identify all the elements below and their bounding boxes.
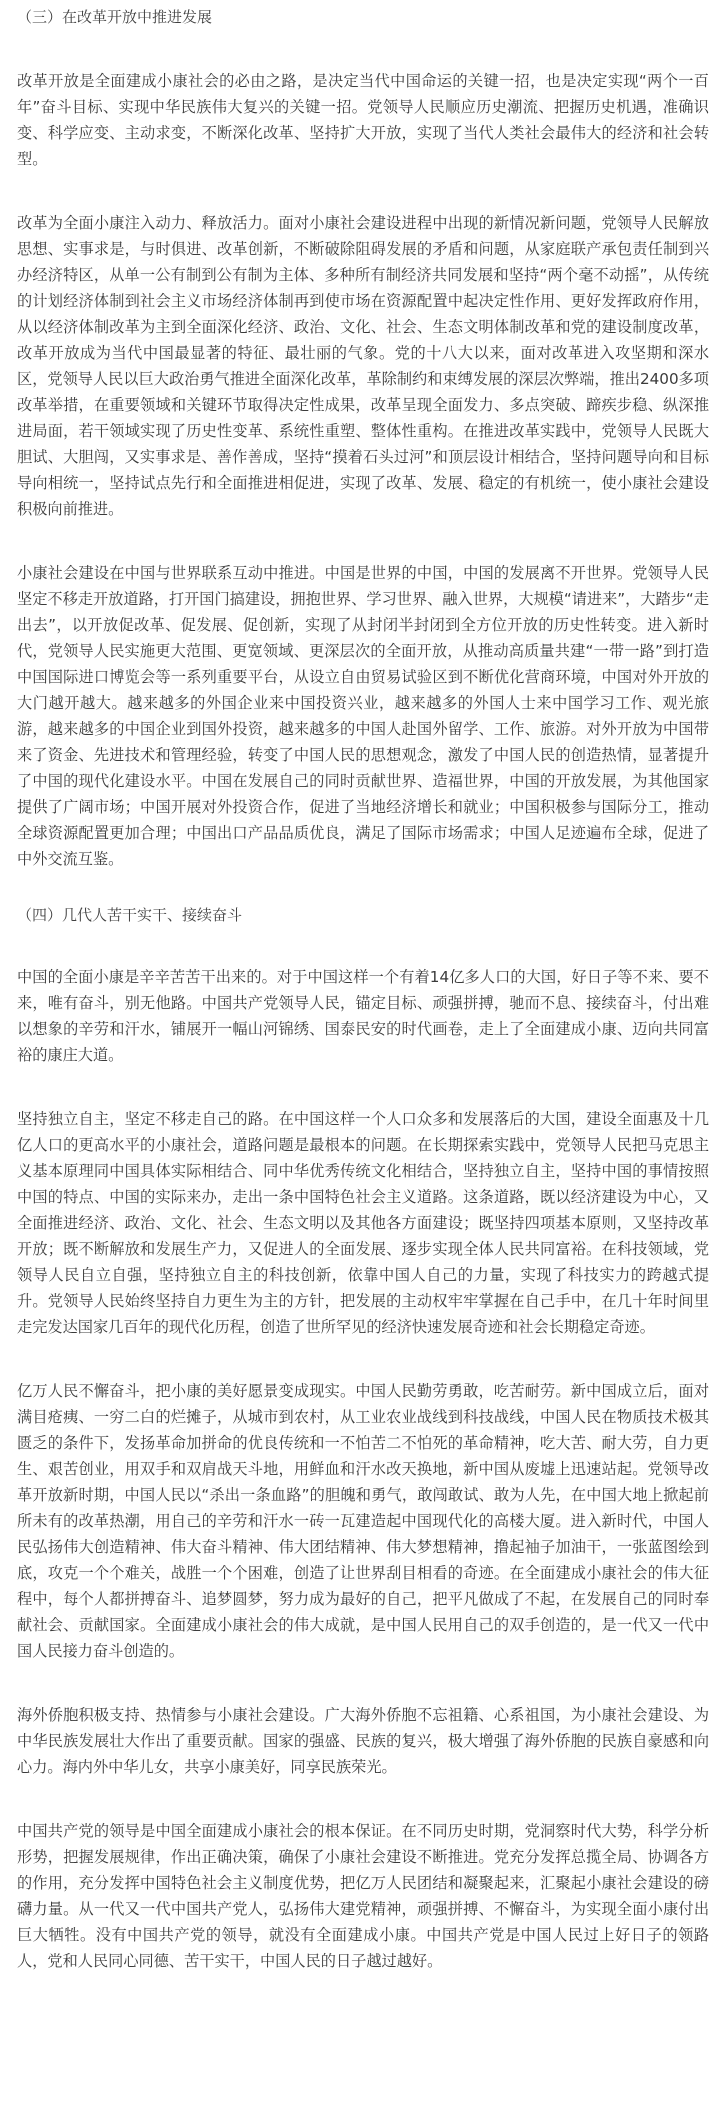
- paragraph-overseas-chinese: 海外侨胞积极支持、热情参与小康社会建设。广大海外侨胞不忘祖籍、心系祖国，为小康社会建设、为中华民族发展壮大作出了重要贡献。国家的强盛、民族的复兴，极大增强了海外侨胞的民族自豪感和向心力。海内外中华儿女，共享小康美好，同享民族荣光。: [17, 1706, 709, 1776]
- paragraph-reform-vitality: 改革为全面小康注入动力、释放活力。面对小康社会建设进程中出现的新情况新问题，党领导人民解放思想、实事求是，与时俱进、改革创新，不断破除阻碍发展的矛盾和问题，从家庭联产承包责任制到兴办经济特区，从单一公有制到公有制为主体、多种所有制经济共同发展和坚持“两个毫不动摇”，从传统的计划经济体制到社会主义市场经济体制再到使市场在资源配置中起决定性作用、更好发挥政府作用，从以经济体制改革为主到全面深化经济、政治、文化、社会、生态文明体制改革和党的建设制度改革，改革开放成为当代中国最显著的特征、最壮丽的气象。党的十八大以来，面对改革进入攻坚期和深水区，党领导人民以巨大政治勇气推进全面深化改革，革除制约和束缚发展的深层次弊端，推出2400多项改革举措，在重要领域和关键环节取得决定性成果，改革呈现全面发力、多点突破、蹄疾步稳、纵深推进局面，若干领域实现了历史性变革、系统性重塑、整体性重构。在推进改革实践中，党领导人民既大胆试、大胆闯，又实事求是、善作善成，坚持“摸着石头过河”和顶层设计相结合，坚持问题导向和目标导向相统一，坚持试点先行和全面推进相促进，实现了改革、发展、稳定的有机统一，使小康社会建设积极向前推进。: [17, 214, 709, 518]
- paragraph-party-leadership: 中国共产党的领导是中国全面建成小康社会的根本保证。在不同历史时期，党洞察时代大势，科学分析形势，把握发展规律，作出正确决策，确保了小康社会建设不断推进。党充分发挥总揽全局、协调各方的作用，充分发挥中国特色社会主义制度优势，把亿万人民团结和凝聚起来，汇聚起小康社会建设的磅礴力量。从一代又一代中国共产党人，弘扬伟大建党精神，顽强拼搏、不懈奋斗，为实现全面小康付出巨大牺牲。没有中国共产党的领导，就没有全面建成小康。中国共产党是中国人民过上好日子的领路人，党和人民同心同德、苦干实干，中国人民的日子越过越好。: [17, 1822, 709, 1970]
- section-heading-reform: （三）在改革开放中推进发展: [17, 8, 213, 26]
- paragraph-people-struggle: 亿万人民不懈奋斗，把小康的美好愿景变成现实。中国人民勤劳勇敢，吃苦耐劳。新中国成立后，面对满目疮痍、一穷二白的烂摊子，从城市到农村，从工业农业战线到科技战线，中国人民在物质技术极其匮乏的条件下，发扬革命加拼命的优良传统和一不怕苦二不怕死的革命精神，吃大苦、耐大劳，自力更生、艰苦创业，用双手和双肩战天斗地，用鲜血和汗水改天换地，新中国从废墟上迅速站起。党领导改革开放新时期，中国人民以“杀出一条血路”的胆魄和勇气，敢闯敢试、敢为人先，在中国大地上掀起前所未有的改革热潮，用自己的辛劳和汗水一砖一瓦建造起中国现代化的高楼大厦。进入新时代，中国人民弘扬伟大创造精神、伟大奋斗精神、伟大团结精神、伟大梦想精神，撸起袖子加油干，一张蓝图绘到底，攻克一个个难关，战胜一个个困难，创造了让世界刮目相看的奇迹。在全面建成小康社会的伟大征程中，每个人都拼搏奋斗、追梦圆梦，努力成为最好的自己，把平凡做成了不起，在发展自己的同时奉献社会、贡献国家。全面建成小康社会的伟大成就，是中国人民用自己的双手创造的，是一代又一代中国人民接力奋斗创造的。: [17, 1382, 709, 1660]
- paragraph-independence: 坚持独立自主，坚定不移走自己的路。在中国这样一个人口众多和发展落后的大国，建设全面惠及十几亿人口的更高水平的小康社会，道路问题是最根本的问题。在长期探索实践中，党领导人民把马克思主义基本原理同中国具体实际相结合、同中华优秀传统文化相结合，坚持独立自主，坚持中国的事情按照中国的特点、中国的实际来办，走出一条中国特色社会主义道路。这条道路，既以经济建设为中心，又全面推进经济、政治、文化、社会、生态文明以及其他各方面建设；既坚持四项基本原则，又坚持改革开放；既不断解放和发展生产力，又促进人的全面发展、逐步实现全体人民共同富裕。在科技领域，党领导人民自立自强，坚持独立自主的科技创新，依靠中国人自己的力量，实现了科技实力的跨越式提升。党领导人民始终坚持自力更生为主的方针，把发展的主动权牢牢掌握在自己手中，在几十年时间里走完发达国家几百年的现代化历程，创造了世所罕见的经济快速发展奇迹和社会长期稳定奇迹。: [17, 1110, 709, 1336]
- paragraph-hard-work: 中国的全面小康是辛辛苦苦干出来的。对于中国这样一个有着14亿多人口的大国，好日子等不来、要不来，唯有奋斗，别无他路。中国共产党领导人民，锚定目标、顽强拼搏，驰而不息、接续奋斗，付出难以想象的辛劳和汗水，铺展开一幅山河锦绣、国泰民安的时代画卷，走上了全面建成小康、迈向共同富裕的康庄大道。: [17, 968, 709, 1064]
- paragraph-opening-up: 小康社会建设在中国与世界联系互动中推进。中国是世界的中国，中国的发展离不开世界。党领导人民坚定不移走开放道路，打开国门搞建设，拥抱世界、学习世界、融入世界，大规模“请进来”，大踏步“走出去”，以开放促改革、促发展、促创新，实现了从封闭半封闭到全方位开放的历史性转变。进入新时代，党领导人民实施更大范围、更宽领域、更深层次的全面开放，从推动高质量共建“一带一路”到打造中国国际进口博览会等一系列重要平台，从设立自由贸易试验区到不断优化营商环境，中国对外开放的大门越开越大。越来越多的外国企业来中国投资兴业，越来越多的外国人士来中国学习工作、观光旅游，越来越多的中国企业到国外投资，越来越多的中国人赴国外留学、工作、旅游。对外开放为中国带来了资金、先进技术和管理经验，转变了中国人民的思想观念，激发了中国人民的创造热情，显著提升了中国的现代化建设水平。中国在发展自己的同时贡献世界、造福世界，中国的开放发展，为其他国家提供了广阔市场；中国开展对外投资合作，促进了当地经济增长和就业；中国积极参与国际分工，推动全球资源配置更加合理；中国出口产品品质优良，满足了国际市场需求；中国人足迹遍布全球，促进了中外交流互鉴。: [17, 564, 709, 868]
- section-heading-struggle: （四）几代人苦干实干、接续奋斗: [17, 906, 243, 924]
- paragraph-reform-intro: 改革开放是全面建成小康社会的必由之路，是决定当代中国命运的关键一招，也是决定实现“两个一百年”奋斗目标、实现中华民族伟大复兴的关键一招。党领导人民顺应历史潮流、把握历史机遇，准确识变、科学应变、主动求变，不断深化改革、坚持扩大开放，实现了当代人类社会最伟大的经济和社会转型。: [17, 72, 709, 168]
- document-content: [17, 6, 709, 1974]
